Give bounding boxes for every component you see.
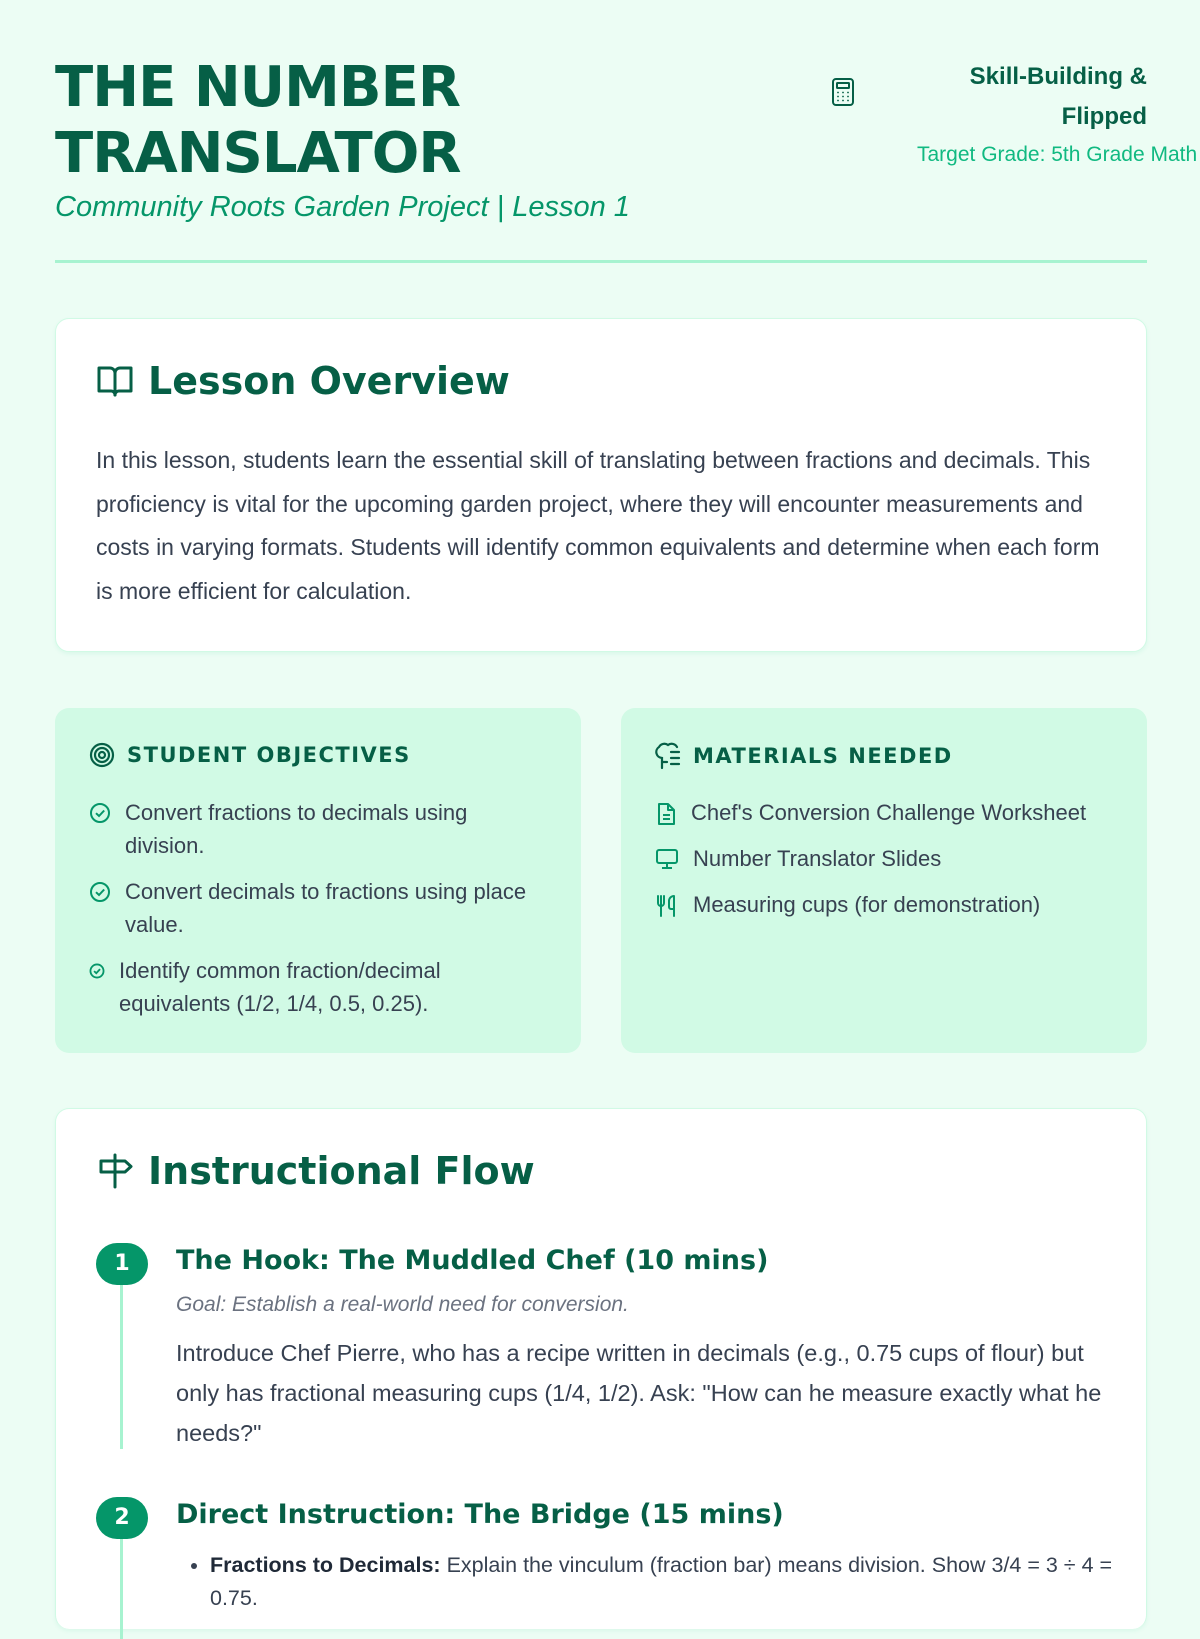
material-item <box>655 796 1115 829</box>
header-divider <box>55 260 1147 263</box>
overview-heading: Lesson Overview <box>148 359 510 403</box>
objective-item <box>89 875 549 941</box>
book-open-icon <box>96 364 134 398</box>
material-text: Number Translator Slides <box>693 846 942 871</box>
material-text: Measuring cups (for demonstration) <box>693 892 1041 917</box>
material-text: Chef's Conversion Challenge Worksheet <box>691 800 1087 825</box>
target-grade: Target Grade: 5th Grade Math <box>917 143 1198 166</box>
student-objectives-box <box>55 708 581 1053</box>
objective-text: Identify common fraction/decimal equivalents (1/2, 1/4, 0.5, 0.25). <box>119 958 441 1016</box>
step-number-badge: 2 <box>96 1497 148 1539</box>
monitor-icon <box>655 848 679 870</box>
timeline-line <box>120 1285 123 1449</box>
objective-text: Convert fractions to decimals using division. <box>125 800 468 858</box>
step-description: Introduce Chef Pierre, who has a recipe written in decimals (e.g., 0.75 cups of flour) but only has fractional measuring cups (1/4, 1/2). Ask: "How can he measure exactly what he needs?" <box>176 1340 1102 1446</box>
lesson-header <box>55 55 1198 224</box>
overview-text: In this lesson, students learn the essential skill of translating between fractions and decimals. This proficiency is vital for the upcoming garden project, where they will encounter measurements and costs in varying formats. Students will identify common equivalents and determine when each form is more efficient for calculation. <box>96 447 1100 604</box>
step-bullet <box>210 1549 1140 1615</box>
lesson-type: Skill-Building & Flipped <box>969 63 1147 130</box>
timeline-line <box>120 1539 123 1639</box>
signpost-icon <box>96 1153 134 1189</box>
material-item <box>655 842 1115 875</box>
material-item <box>655 888 1115 921</box>
step-title: The Hook: The Muddled Chef (10 mins) <box>176 1245 769 1276</box>
lesson-meta <box>917 55 1198 167</box>
instructional-flow-card <box>55 1108 1147 1629</box>
flow-heading: Instructional Flow <box>148 1149 535 1193</box>
objective-item <box>89 796 549 862</box>
materials-heading: MATERIALS NEEDED <box>693 744 953 768</box>
step-number-badge: 1 <box>96 1243 148 1285</box>
objective-text: Convert decimals to fractions using place value. <box>125 879 527 937</box>
step-title: Direct Instruction: The Bridge (15 mins) <box>176 1499 784 1530</box>
utensils-icon <box>655 894 679 918</box>
lesson-overview-card <box>55 318 1147 652</box>
objective-item <box>89 954 549 1020</box>
bullet-label: Fractions to Decimals: <box>210 1553 441 1577</box>
check-circle-icon <box>89 963 105 979</box>
check-circle-icon <box>89 881 111 903</box>
flow-step <box>96 1243 1106 1463</box>
objectives-heading: STUDENT OBJECTIVES <box>127 743 411 767</box>
chef-hat-icon <box>655 742 681 770</box>
flow-step <box>96 1497 1113 1637</box>
page-title: THE NUMBER TRANSLATOR <box>55 55 461 186</box>
calculator-icon <box>831 77 855 107</box>
document-icon <box>655 802 677 826</box>
target-icon <box>89 742 115 768</box>
bullet-text: Explain the vinculum (fraction bar) means division. Show 3/4 = 3 ÷ 4 = 0.75. <box>210 1553 1113 1610</box>
check-circle-icon <box>89 802 111 824</box>
page-subtitle: Community Roots Garden Project | Lesson 1 <box>55 191 630 223</box>
materials-needed-box <box>621 708 1147 1053</box>
step-goal: Goal: Establish a real-world need for conversion. <box>176 1293 629 1316</box>
